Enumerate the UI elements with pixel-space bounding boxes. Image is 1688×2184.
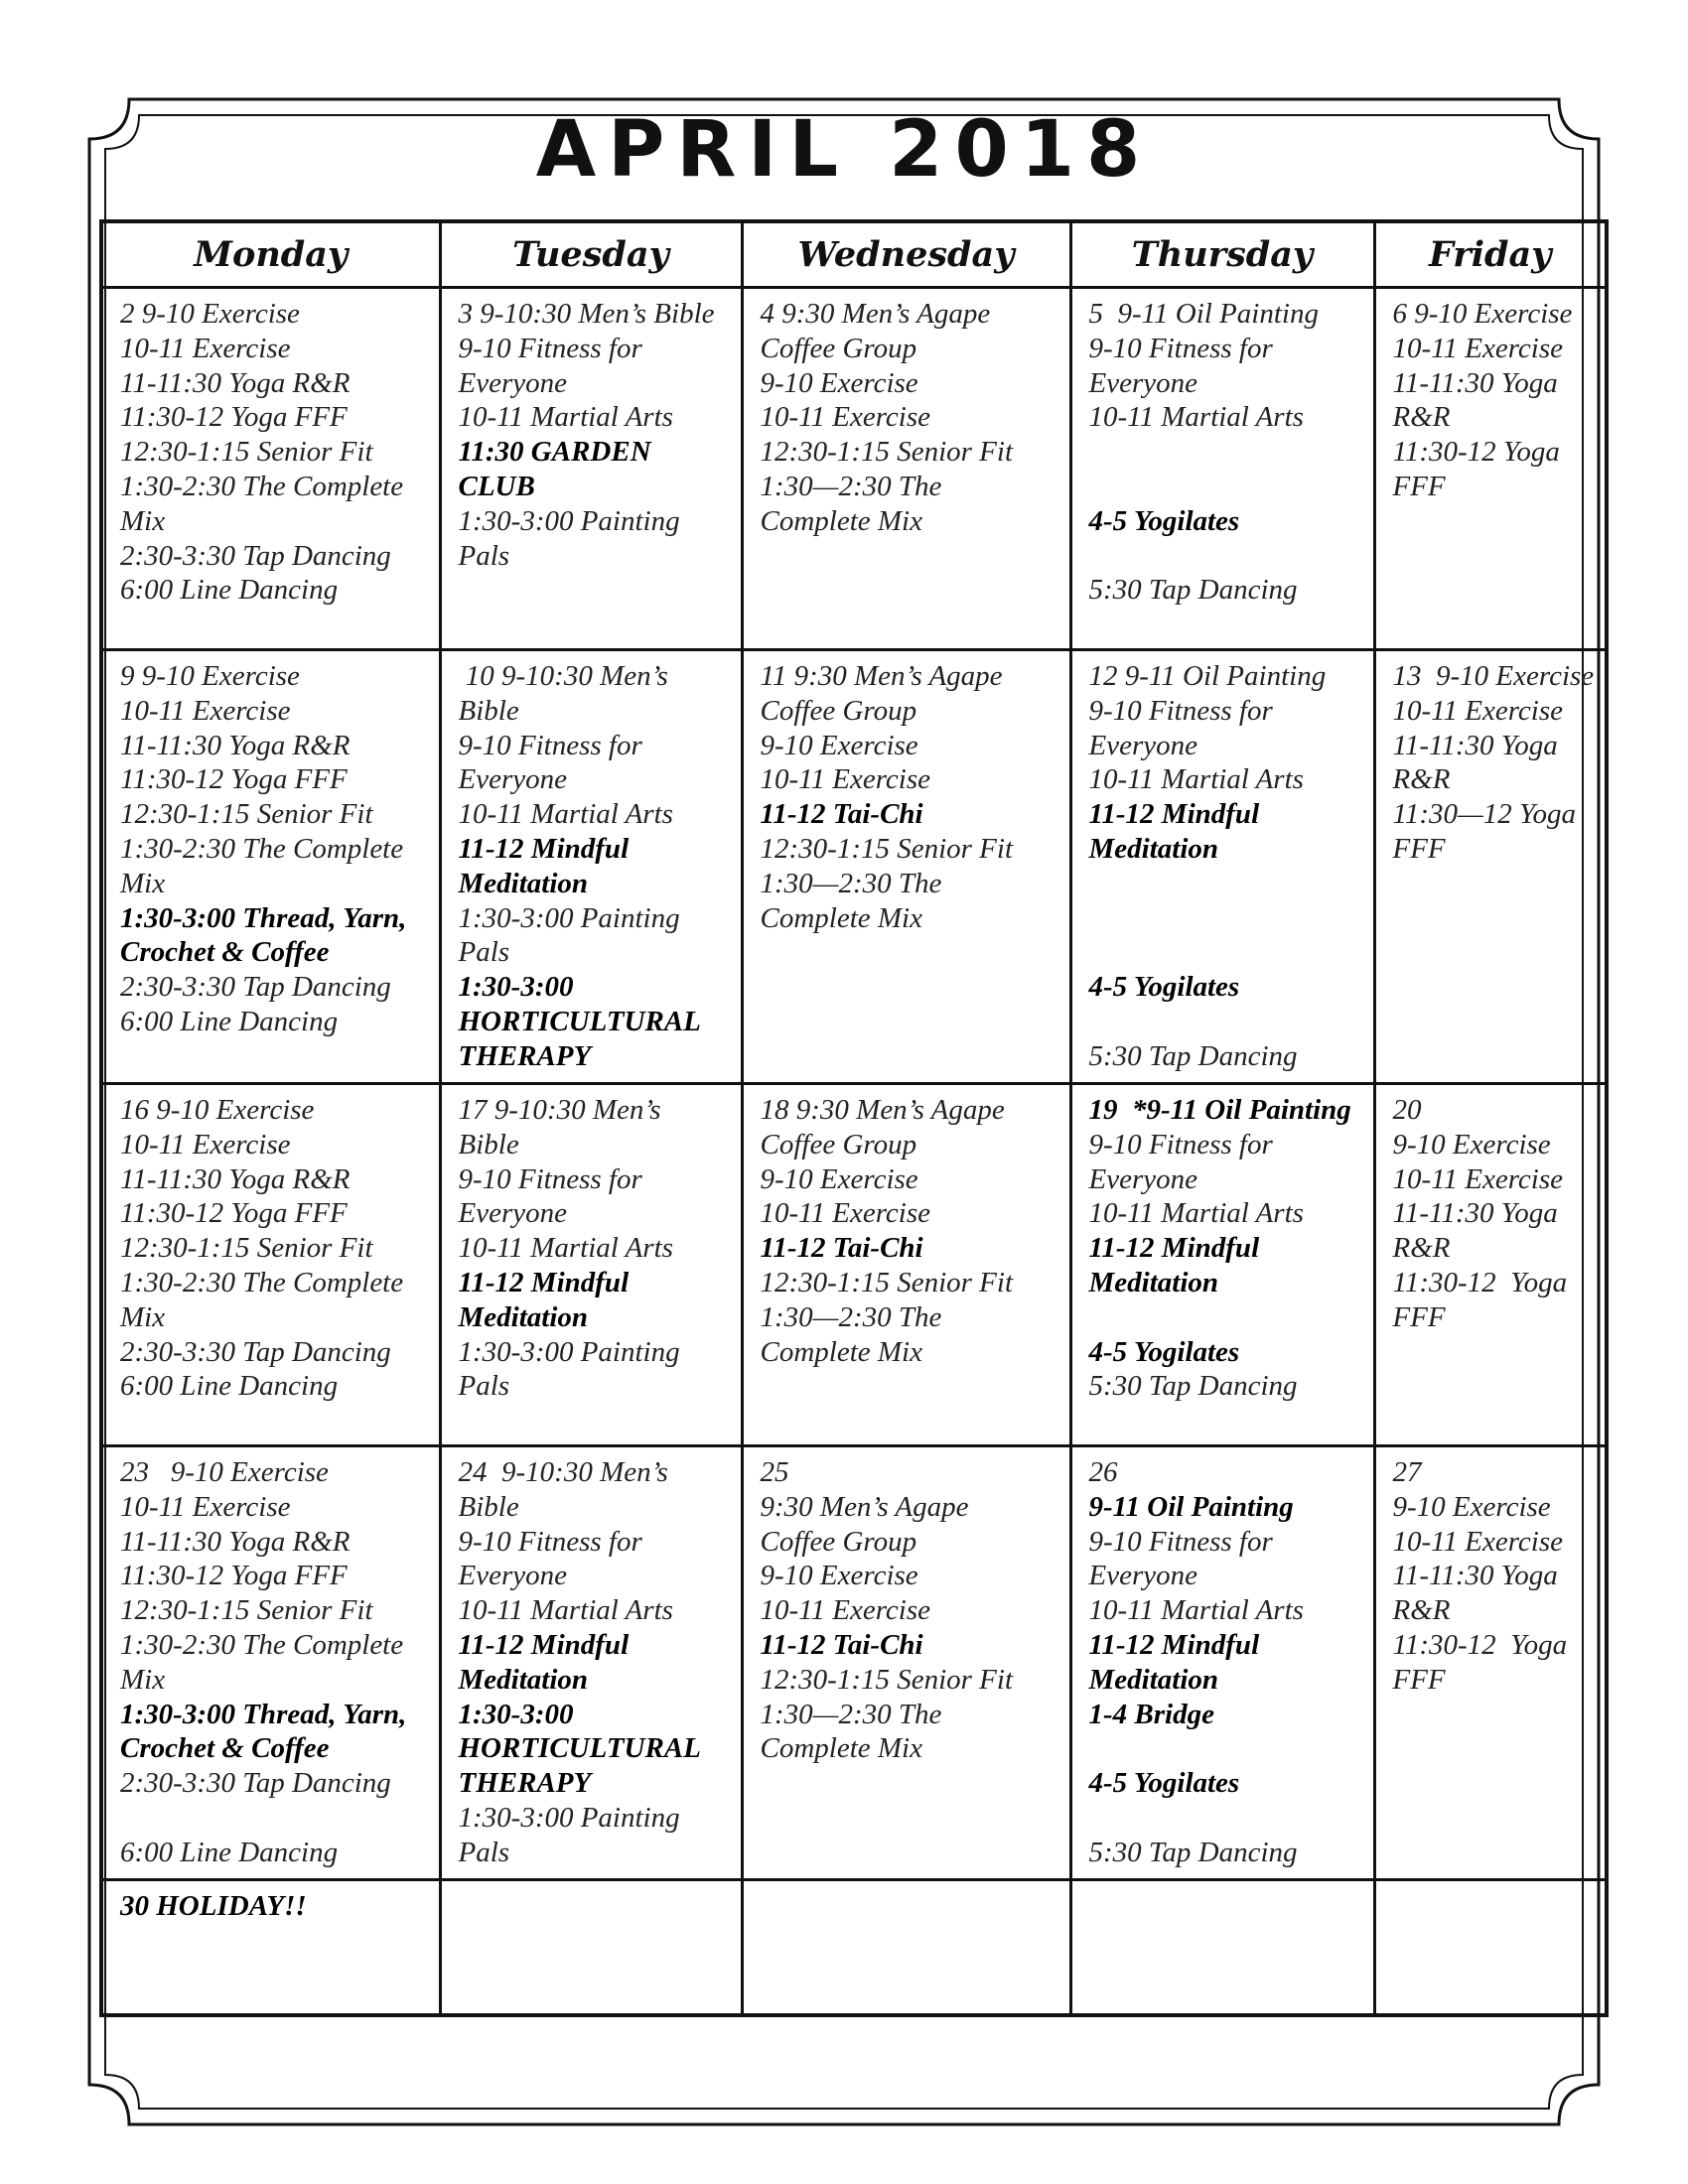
event-line: 12:30-1:15 Senior Fit (120, 1594, 373, 1627)
event-line: 10-11 Exercise (120, 332, 291, 364)
event-line: FFF (1392, 832, 1446, 865)
event-line (1089, 935, 1367, 970)
event-line: 10 9-10:30 Men’s (458, 660, 668, 692)
event-line: 9-10 Exercise (760, 729, 918, 761)
event-line: 4-5 Yogilates (1088, 1335, 1240, 1368)
event-line: 10-11 Exercise (1392, 694, 1564, 727)
event-line: R&R (1392, 1594, 1451, 1627)
event-line: 11-12 Tai-Chi (760, 1232, 923, 1265)
event-line: 10-11 Exercise (1392, 332, 1564, 364)
event-line: Crochet & Coffee (120, 936, 330, 969)
event-line: 10-11 Martial Arts (1088, 1594, 1304, 1627)
event-line: Mix (120, 1663, 166, 1696)
event-line: 1:30-3:00 (458, 971, 574, 1004)
event-line: 6:00 Line Dancing (120, 1005, 339, 1037)
event-line: 6 9-10 Exercise (1392, 298, 1573, 330)
event-line: 18 9:30 Men’s Agape (760, 1094, 1005, 1126)
day-cell (1374, 1446, 1607, 1880)
event-line: 12:30-1:15 Senior Fit (760, 1266, 1014, 1298)
event-line: 9-10 Exercise (1392, 1128, 1551, 1160)
event-line: Pals (458, 1370, 510, 1403)
event-line: 1:30-2:30 The Complete (120, 832, 404, 865)
day-cell (440, 1880, 742, 2015)
event-line: R&R (1392, 763, 1451, 796)
event-line: Bible (458, 1128, 519, 1160)
event-line: Pals (458, 1836, 510, 1868)
event-line: Coffee Group (760, 1128, 917, 1160)
event-line: 11:30-12 Yoga (1392, 436, 1560, 469)
event-line: 20 (1392, 1094, 1422, 1126)
event-line: 9-10 Fitness for (458, 332, 642, 364)
event-line: Crochet & Coffee (120, 1732, 330, 1765)
event-line: 9-10 Fitness for (1088, 332, 1273, 364)
event-line: 1:30-2:30 The Complete (120, 1628, 404, 1661)
event-line: 1:30—2:30 The (760, 470, 942, 502)
event-line: Coffee Group (760, 694, 917, 727)
day-cell (1374, 650, 1607, 1084)
event-line: 11-11:30 Yoga (1392, 366, 1558, 399)
week-row (101, 1880, 1607, 2015)
event-line: Meditation (458, 867, 589, 899)
event-line: Meditation (458, 1300, 589, 1333)
day-cell (101, 650, 440, 1084)
event-line: 2:30-3:30 Tap Dancing (120, 1335, 391, 1368)
event-line: 11-11:30 Yoga R&R (120, 1162, 351, 1195)
event-line: Bible (458, 1490, 519, 1523)
event-line: R&R (1392, 401, 1451, 434)
event-line: 10-11 Exercise (1392, 1162, 1564, 1195)
event-line: 10-11 Martial Arts (1088, 1197, 1304, 1230)
event-line: Everyone (1088, 729, 1197, 761)
event-line: 26 (1088, 1456, 1118, 1488)
event-line: 11 9:30 Men’s Agape (760, 660, 1003, 692)
week-row (101, 288, 1607, 650)
event-line: Meditation (1088, 1266, 1219, 1298)
day-cell (101, 288, 440, 650)
event-line: 11-12 Tai-Chi (760, 1628, 923, 1661)
event-line: 9-10 Fitness for (458, 729, 642, 761)
event-line: 1-4 Bridge (1088, 1698, 1214, 1730)
event-line: Pals (458, 936, 510, 969)
calendar-title: APRIL 2018 (535, 105, 1153, 195)
day-cell (1070, 1084, 1374, 1446)
event-line: 11:30-12 Yoga FFF (120, 1560, 348, 1592)
event-line: 11-12 Mindful (458, 1266, 630, 1298)
day-cell (1070, 650, 1374, 1084)
event-line: 10-11 Martial Arts (458, 1594, 673, 1627)
event-line: 1:30-3:00 Painting (458, 504, 680, 537)
event-line: Complete Mix (760, 1732, 922, 1765)
event-line: 24 9-10:30 Men’s (458, 1456, 668, 1488)
event-line: CLUB (458, 470, 535, 502)
event-line: 5:30 Tap Dancing (1088, 1836, 1298, 1868)
event-line: 4 9:30 Men’s Agape (760, 298, 991, 330)
event-line: Everyone (458, 1560, 567, 1592)
event-line: 27 (1392, 1456, 1422, 1488)
day-cell (742, 1084, 1070, 1446)
event-line: 1:30-3:00 Painting (458, 1335, 680, 1368)
week-row (101, 1446, 1607, 1880)
event-line: 4-5 Yogilates (1088, 504, 1240, 537)
event-line (1089, 867, 1367, 901)
event-line: 9-10 Fitness for (1088, 1128, 1273, 1160)
day-header-row (101, 221, 1607, 288)
day-cell (1070, 1880, 1374, 2015)
event-line: 1:30-2:30 The Complete (120, 1266, 404, 1298)
event-line: 9 9-10 Exercise (120, 660, 300, 692)
day-cell (1374, 1880, 1607, 2015)
event-line: 11:30-12 Yoga FFF (120, 763, 348, 796)
event-line: THERAPY (458, 1039, 592, 1072)
event-line: 10-11 Exercise (760, 763, 931, 796)
event-line: 1:30-2:30 The Complete (120, 470, 404, 502)
event-line: Everyone (458, 1197, 567, 1230)
event-line: 1:30-3:00 Painting (458, 1801, 680, 1834)
event-line: 1:30-3:00 Painting (458, 901, 680, 934)
day-cell (440, 1084, 742, 1446)
day-cell (101, 1446, 440, 1880)
event-line: R&R (1392, 1232, 1451, 1265)
event-line: 11:30—12 Yoga (1392, 798, 1577, 831)
event-line: 12:30-1:15 Senior Fit (760, 436, 1014, 469)
event-line: Meditation (1088, 1663, 1219, 1696)
event-line: Everyone (1088, 1560, 1197, 1592)
event-line: Mix (120, 867, 166, 899)
event-line: 25 (760, 1456, 789, 1488)
header-thursday: Thursday (1070, 221, 1374, 288)
day-cell (1070, 288, 1374, 650)
event-line (1089, 901, 1367, 936)
event-line: 10-11 Exercise (120, 694, 291, 727)
event-line: 11-11:30 Yoga (1392, 1197, 1558, 1230)
event-line: 11-11:30 Yoga (1392, 1560, 1558, 1592)
day-cell (1374, 1084, 1607, 1446)
event-line: 10-11 Exercise (760, 1197, 931, 1230)
event-line: 11-11:30 Yoga R&R (120, 729, 351, 761)
event-line: 30 HOLIDAY!! (120, 1890, 307, 1922)
day-cell (742, 650, 1070, 1084)
event-line: 10-11 Exercise (1392, 1525, 1564, 1558)
header-monday: Monday (101, 221, 440, 288)
event-line: 11:30-12 Yoga FFF (120, 401, 348, 434)
event-line: 9-10 Exercise (760, 1560, 918, 1592)
event-line: Meditation (458, 1663, 589, 1696)
day-cell (440, 1446, 742, 1880)
event-line: 11:30-12 Yoga (1392, 1628, 1568, 1661)
event-line: 10-11 Martial Arts (1088, 763, 1304, 796)
event-line: 1:30-3:00 Thread, Yarn, (120, 901, 407, 934)
event-line: 12 9-11 Oil Painting (1088, 660, 1327, 692)
event-line: 17 9-10:30 Men’s (458, 1094, 661, 1126)
event-line: 11-12 Mindful (1088, 1628, 1260, 1661)
event-line: 9-11 Oil Painting (1088, 1490, 1294, 1523)
event-line: 11-11:30 Yoga (1392, 729, 1558, 761)
event-line: 1:30-3:00 (458, 1698, 574, 1730)
event-line: 12:30-1:15 Senior Fit (120, 1232, 373, 1265)
event-line: 4-5 Yogilates (1088, 971, 1240, 1004)
header-wednesday: Wednesday (742, 221, 1070, 288)
event-line: 4-5 Yogilates (1088, 1767, 1240, 1800)
header-tuesday: Tuesday (440, 221, 742, 288)
event-line: 5:30 Tap Dancing (1088, 1039, 1298, 1072)
event-line (1089, 1801, 1367, 1836)
day-cell (742, 288, 1070, 650)
event-line: Complete Mix (760, 1335, 922, 1368)
event-line: 9:30 Men’s Agape (760, 1490, 969, 1523)
event-line: Complete Mix (760, 504, 922, 537)
day-cell (742, 1880, 1070, 2015)
event-line: 10-11 Martial Arts (1088, 401, 1304, 434)
week-row (101, 1084, 1607, 1446)
event-line: 2:30-3:30 Tap Dancing (120, 539, 391, 572)
event-line: 2:30-3:30 Tap Dancing (120, 971, 391, 1004)
event-line: 1:30—2:30 The (760, 867, 942, 899)
event-line (1089, 1005, 1367, 1039)
event-line: 1:30-3:00 Thread, Yarn, (120, 1698, 407, 1730)
event-line: Everyone (1088, 1162, 1197, 1195)
event-line: Bible (458, 694, 519, 727)
event-line: 11:30 GARDEN (458, 436, 651, 469)
event-line: 9-10 Exercise (760, 366, 918, 399)
event-line: 1:30—2:30 The (760, 1300, 942, 1333)
event-line: Pals (458, 539, 510, 572)
event-line: 10-11 Exercise (120, 1490, 291, 1523)
event-line: 6:00 Line Dancing (120, 574, 339, 607)
event-line: Mix (120, 1300, 166, 1333)
event-line: Everyone (458, 366, 567, 399)
event-line: 10-11 Martial Arts (458, 1232, 673, 1265)
event-line: THERAPY (458, 1767, 592, 1800)
calendar-table (99, 219, 1609, 2017)
week-row (101, 650, 1607, 1084)
event-line: 9-10 Fitness for (1088, 1525, 1273, 1558)
event-line: 10-11 Exercise (760, 401, 931, 434)
event-line: 5:30 Tap Dancing (1088, 574, 1298, 607)
day-cell (101, 1084, 440, 1446)
event-line: 5:30 Tap Dancing (1088, 1370, 1298, 1403)
event-line (1089, 539, 1367, 574)
event-line: 3 9-10:30 Men’s Bible (458, 298, 715, 330)
event-line: HORTICULTURAL (458, 1005, 701, 1037)
event-line: HORTICULTURAL (458, 1732, 701, 1765)
event-line: 16 9-10 Exercise (120, 1094, 315, 1126)
event-line (120, 1801, 433, 1836)
event-line: 12:30-1:15 Senior Fit (760, 832, 1014, 865)
event-line (1089, 470, 1367, 504)
event-line: 10-11 Exercise (760, 1594, 931, 1627)
day-cell (101, 1880, 440, 2015)
day-cell (1374, 288, 1607, 650)
event-line: 9-10 Fitness for (1088, 694, 1273, 727)
event-line: FFF (1392, 1663, 1446, 1696)
header-friday: Friday (1374, 221, 1607, 288)
event-line: 9-10 Fitness for (458, 1525, 642, 1558)
day-cell (440, 650, 742, 1084)
event-line: 6:00 Line Dancing (120, 1370, 339, 1403)
event-line: 11-12 Tai-Chi (760, 798, 923, 831)
event-line: Mix (120, 504, 166, 537)
event-line: 19 *9-11 Oil Painting (1088, 1094, 1351, 1126)
event-line: 10-11 Exercise (120, 1128, 291, 1160)
event-line: 9-10 Fitness for (458, 1162, 642, 1195)
event-line: 2 9-10 Exercise (120, 298, 300, 330)
event-line: 12:30-1:15 Senior Fit (120, 436, 373, 469)
event-line: 11-12 Mindful (1088, 798, 1260, 831)
event-line: Meditation (1088, 832, 1219, 865)
event-line: 9-10 Exercise (1392, 1490, 1551, 1523)
event-line: FFF (1392, 1300, 1446, 1333)
event-line: 11-11:30 Yoga R&R (120, 366, 351, 399)
day-cell (742, 1446, 1070, 1880)
event-line: 1:30—2:30 The (760, 1698, 942, 1730)
event-line: 10-11 Martial Arts (458, 401, 673, 434)
day-cell (440, 288, 742, 650)
event-line: 23 9-10 Exercise (120, 1456, 329, 1488)
event-line: Coffee Group (760, 332, 917, 364)
event-line (1089, 435, 1367, 470)
event-line (1089, 1731, 1367, 1766)
event-line (1089, 1300, 1367, 1335)
event-line: Everyone (458, 763, 567, 796)
event-line: FFF (1392, 470, 1446, 502)
event-line: Coffee Group (760, 1525, 917, 1558)
event-line: 12:30-1:15 Senior Fit (120, 798, 373, 831)
event-line: 9-10 Exercise (760, 1162, 918, 1195)
event-line: 11:30-12 Yoga FFF (120, 1197, 348, 1230)
event-line: 11-12 Mindful (458, 1628, 630, 1661)
event-line: 12:30-1:15 Senior Fit (760, 1663, 1014, 1696)
event-line: 11-12 Mindful (1088, 1232, 1260, 1265)
event-line: 11:30-12 Yoga (1392, 1266, 1568, 1298)
event-line: 13 9-10 Exercise (1392, 660, 1595, 692)
event-line: 10-11 Martial Arts (458, 798, 673, 831)
event-line: 11-11:30 Yoga R&R (120, 1525, 351, 1558)
day-cell (1070, 1446, 1374, 1880)
event-line: 11-12 Mindful (458, 832, 630, 865)
event-line: Complete Mix (760, 901, 922, 934)
event-line: Everyone (1088, 366, 1197, 399)
event-line: 6:00 Line Dancing (120, 1836, 339, 1868)
event-line: 5 9-11 Oil Painting (1088, 298, 1319, 330)
event-line: 2:30-3:30 Tap Dancing (120, 1767, 391, 1800)
